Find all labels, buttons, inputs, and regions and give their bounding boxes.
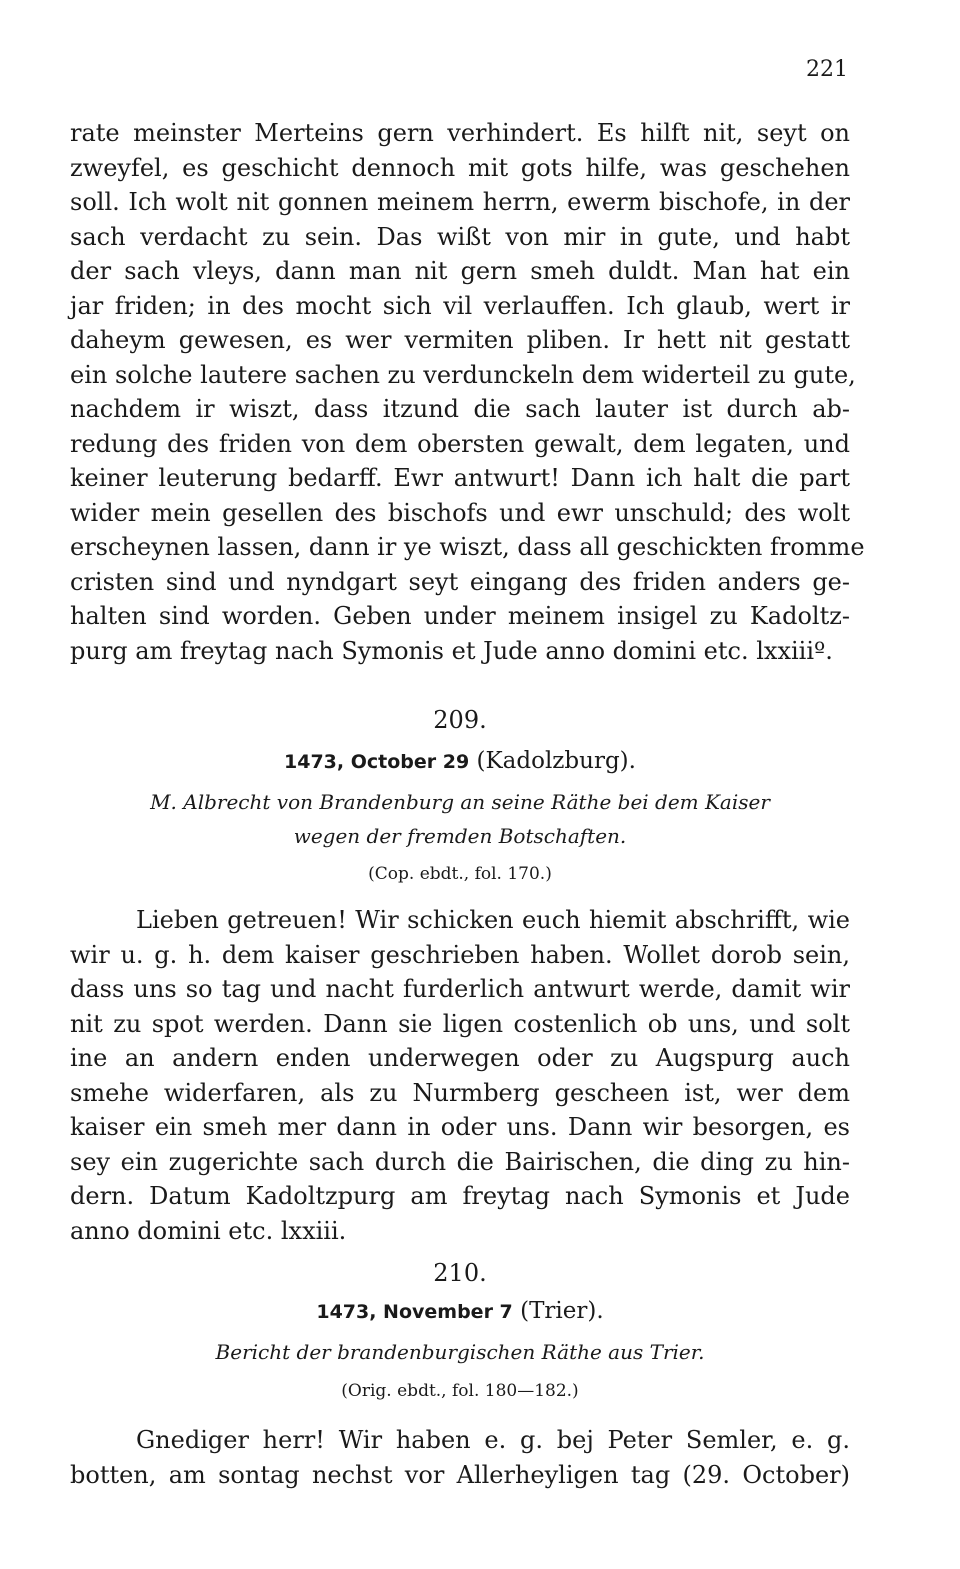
source-note-210: (Orig. ebdt., fol. 180—182.) [341,1381,579,1401]
text-line: sach verdacht zu sein. Das wißt von mir in gute, und habt [70,222,850,251]
text-line: smehe widerfaren, als zu Nurmberg gescheen ist, wer dem [70,1078,850,1107]
document-text-209 [70,903,850,1248]
text-line: erscheynen lassen, dann ir ye wiszt, dass all geschickten fromme [70,533,865,561]
text-line: keiner leuterung bedarff. Ewr antwurt! Dann ich halt die part [70,464,850,492]
text-line: zweyfel, es geschicht dennoch mit gots hilfe, was geschehen [70,153,850,182]
summary-line-209-1: M. Albrecht von Brandenburg an seine Räthe bei dem Kaiser [150,790,770,814]
summary-line-210: Bericht der brandenburgischen Räthe aus Trier. [215,1340,705,1364]
text-line: dass uns so tag und nacht furderlich antwurt werde, damit wir [70,975,850,1003]
text-line: botten, am sontag nechst vor Allerheyligen tag (29. October) [70,1460,850,1489]
place-209: (Kadolzburg). [469,748,636,774]
text-line: purg am freytag nach Symonis et Jude anno domini etc. lxxiiiº. [70,636,833,665]
text-line: rate meinster Merteins gern verhindert. Es hilft nit, seyt on [70,119,850,147]
document-date-210 [70,1295,850,1328]
text-line: anno domini etc. lxxiii. [70,1216,347,1245]
text-line: wider mein gesellen des bischofs und ewr unschuld; des wolt [70,498,850,527]
text-line: der sach vleys, dann man nit gern smeh duldt. Man hat ein [70,257,850,285]
summary-line-209-2: wegen der fremden Botschaften. [293,824,627,848]
text-line: soll. Ich wolt nit gonnen meinem herrn, ewerm bischofe, in der [70,188,850,216]
text-line: sey ein zugerichte sach durch die Bairischen, die ding zu hin- [70,1147,850,1176]
text-line: halten sind worden. Geben under meinem insigel zu Kadoltz- [70,602,850,630]
text-line: Lieben getreuen! Wir schicken euch hiemit abschrifft, wie [136,906,850,934]
text-line: redung des friden von dem obersten gewalt, dem legaten, und [70,429,850,458]
document-number-209: 209. [433,706,487,734]
text-line: Gnediger herr! Wir haben e. g. bej Peter Semler, e. g. [136,1426,850,1454]
place-210: (Trier). [512,1298,604,1324]
page-number: 221 [806,57,848,82]
text-line: nachdem ir wiszt, dass itzund die sach lauter ist durch ab- [70,395,850,423]
text-line: nit zu spot werden. Dann sie ligen costenlich ob uns, und solt [70,1009,850,1038]
date-bold-210: 1473, November 7 [316,1301,513,1323]
intro-paragraph [70,116,865,668]
text-line: kaiser ein smeh mer dann in oder uns. Dann wir besorgen, es [70,1113,850,1141]
text-line: wir u. g. h. dem kaiser geschrieben haben. Wollet dorob sein, [70,940,850,969]
source-note-209: (Cop. ebdt., fol. 170.) [368,864,552,884]
text-line: daheym gewesen, es wer vermiten pliben. Ir hett nit gestatt [70,326,850,354]
document-date-209 [70,745,850,778]
text-line: dern. Datum Kadoltzpurg am freytag nach Symonis et Jude [70,1182,850,1210]
text-line: ine an andern enden underwegen oder zu Augspurg auch [70,1044,850,1072]
text-line: ein solche lautere sachen zu verdunckeln dem widerteil zu gute, [70,360,856,389]
document-number-210: 210. [433,1259,487,1287]
text-line: cristen sind und nyndgart seyt eingang des friden anders ge- [70,567,850,596]
document-text-210 [70,1423,850,1492]
date-bold-209: 1473, October 29 [284,751,470,773]
text-line: jar friden; in des mocht sich vil verlauffen. Ich glaub, wert ir [70,291,850,320]
